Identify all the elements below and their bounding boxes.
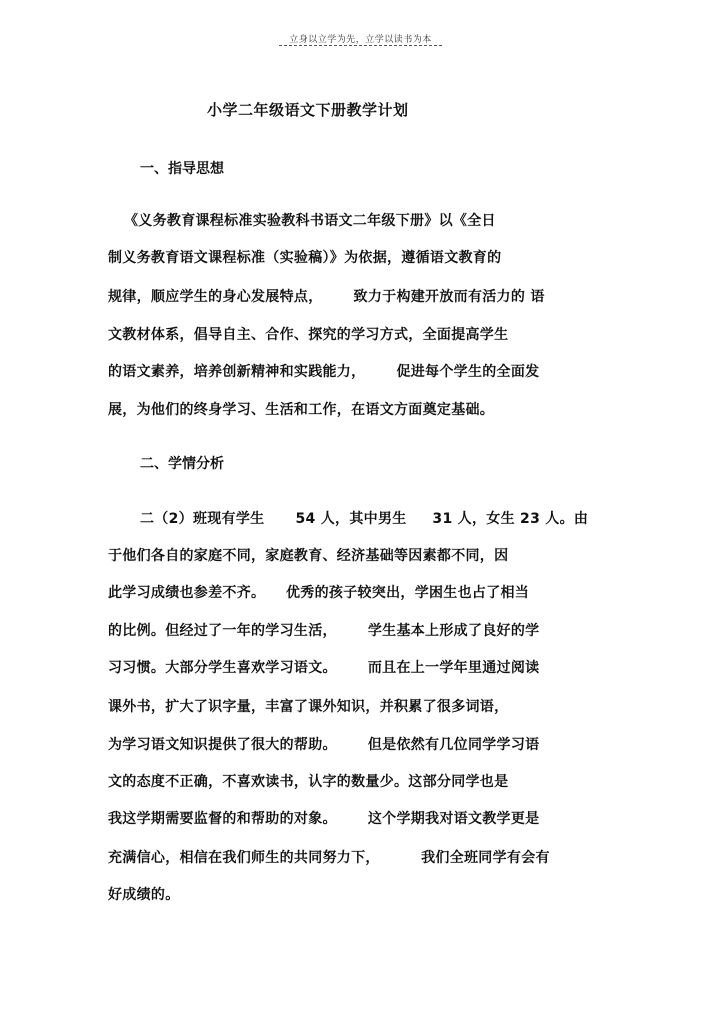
section1-line-6: 展，为他们的终身学习、生活和工作，在语文方面奠定基础。 <box>108 402 495 418</box>
section2-line-3: 此学习成绩也参差不齐。 优秀的孩子较突出，学困生也占了相当 <box>108 585 530 601</box>
section2-heading: 二、学情分析 <box>140 456 224 472</box>
section2-line-6: 课外书，扩大了识字量，丰富了课外知识，并积累了很多词语， <box>108 699 509 715</box>
section2-line-8: 文的态度不正确，不喜欢读书，认字的数量少。这部分同学也是 <box>108 774 509 790</box>
section1-line-3: 规律，顺应学生的身心发展特点， 致力于构建开放而有活力的 语 <box>108 289 545 305</box>
section1-line-4: 文教材体系，倡导自主、合作、探究的学习方式，全面提高学生 <box>108 327 509 343</box>
section2-line-11: 好成绩的。 <box>108 887 180 903</box>
section1-heading: 一、指导思想 <box>140 161 224 177</box>
section1-line-1: 《义务教育课程标准实验教科书语文二年级下册》以《全日 <box>124 213 496 229</box>
header-motto: 立身以立学为先，立学以读书为本 <box>289 35 432 45</box>
section2-line-4: 的比例。但经过了一年的学习生活， 学生基本上形成了良好的学 <box>108 623 540 639</box>
section1-line-5: 的语文素养，培养创新精神和实践能力， 促进每个学生的全面发 <box>108 364 540 380</box>
section1-line-2: 制义务教育语文课程标准（实验稿）》为依据，遵循语文教育的 <box>108 250 502 266</box>
section2-line-10: 充满信心，相信在我们师生的共同努力下， 我们全班同学有会有 <box>108 850 550 866</box>
section2-line-2: 于他们各自的家庭不同，家庭教育、经济基础等因素都不同，因 <box>108 548 509 564</box>
section2-line-9: 我这学期需要监督的和帮助的对象。 这个学期我对语文教学更是 <box>108 811 540 827</box>
section2-line-5: 习习惯。大部分学生喜欢学习语文。 而且在上一学年里通过阅读 <box>108 660 540 676</box>
header-divider <box>279 45 442 46</box>
document-title: 小学二年级语文下册教学计划 <box>207 101 409 119</box>
section2-line-1: 二（2）班现有学生 54 人，其中男生 31 人，女生 23 人。由 <box>140 511 589 527</box>
section2-line-7: 为学习语文知识提供了很大的帮助。 但是依然有几位同学学习语 <box>108 737 540 753</box>
